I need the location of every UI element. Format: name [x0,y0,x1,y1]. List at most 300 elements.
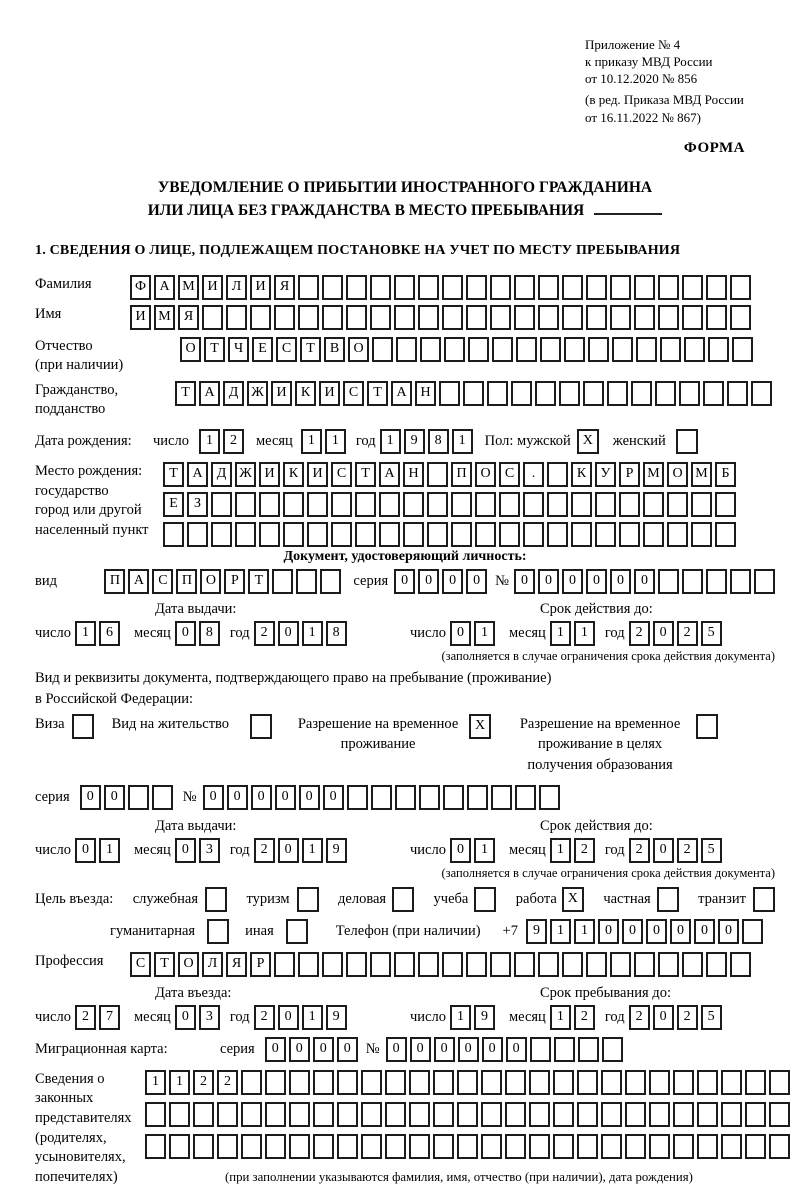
char-box[interactable]: А [187,462,208,487]
char-box[interactable]: 9 [474,1005,495,1030]
char-box[interactable]: 0 [634,569,655,594]
char-box[interactable] [427,522,448,547]
char-box[interactable]: И [307,462,328,487]
char-box[interactable] [433,1102,454,1127]
char-box[interactable] [385,1102,406,1127]
purpose-work-checkbox[interactable]: X [562,887,584,912]
char-box[interactable] [682,952,703,977]
char-box[interactable] [595,522,616,547]
purpose-private-checkbox[interactable] [657,887,679,912]
char-box[interactable]: 0 [278,1005,299,1030]
char-box[interactable]: Д [223,381,244,406]
char-box[interactable]: 1 [550,621,571,646]
char-box[interactable]: 0 [653,621,674,646]
char-box[interactable]: Р [224,569,245,594]
char-box[interactable] [730,569,751,594]
char-box[interactable] [636,337,657,362]
char-box[interactable] [491,785,512,810]
char-box[interactable]: 1 [574,919,595,944]
char-box[interactable]: 0 [410,1037,431,1062]
temporary-residence-education-checkbox[interactable] [696,714,718,739]
char-box[interactable]: Т [248,569,269,594]
char-box[interactable]: П [176,569,197,594]
char-box[interactable] [145,1134,166,1159]
char-box[interactable] [511,381,532,406]
char-box[interactable]: Н [403,462,424,487]
char-box[interactable] [601,1070,622,1095]
char-box[interactable] [660,337,681,362]
char-box[interactable] [322,275,343,300]
char-box[interactable] [562,952,583,977]
char-box[interactable] [634,275,655,300]
char-box[interactable] [554,1037,575,1062]
char-box[interactable] [708,337,729,362]
char-box[interactable]: Т [204,337,225,362]
char-box[interactable] [451,492,472,517]
char-box[interactable] [409,1134,430,1159]
char-box[interactable] [283,492,304,517]
char-box[interactable] [586,305,607,330]
char-box[interactable] [649,1070,670,1095]
char-box[interactable]: 1 [550,838,571,863]
char-box[interactable]: 2 [254,838,275,863]
char-box[interactable] [370,275,391,300]
char-box[interactable] [505,1102,526,1127]
char-box[interactable]: У [595,462,616,487]
char-box[interactable]: 9 [326,1005,347,1030]
char-box[interactable]: Т [367,381,388,406]
char-box[interactable]: 1 [99,838,120,863]
char-box[interactable] [745,1134,766,1159]
char-box[interactable] [706,305,727,330]
char-box[interactable]: А [199,381,220,406]
char-box[interactable]: 6 [99,621,120,646]
char-box[interactable] [433,1134,454,1159]
char-box[interactable]: Т [163,462,184,487]
char-box[interactable] [535,381,556,406]
char-box[interactable] [322,305,343,330]
char-box[interactable] [530,1037,551,1062]
char-box[interactable]: 1 [199,429,220,454]
char-box[interactable]: 0 [313,1037,334,1062]
char-box[interactable] [553,1134,574,1159]
char-box[interactable]: 1 [550,919,571,944]
char-box[interactable] [481,1102,502,1127]
char-box[interactable] [265,1070,286,1095]
char-box[interactable]: 0 [278,621,299,646]
char-box[interactable] [337,1102,358,1127]
char-box[interactable] [588,337,609,362]
char-box[interactable]: 3 [199,838,220,863]
char-box[interactable]: 2 [217,1070,238,1095]
char-box[interactable] [451,522,472,547]
char-box[interactable] [289,1134,310,1159]
char-box[interactable]: А [154,275,175,300]
char-box[interactable] [265,1102,286,1127]
char-box[interactable] [466,952,487,977]
char-box[interactable]: 2 [574,1005,595,1030]
char-box[interactable] [715,522,736,547]
char-box[interactable] [320,569,341,594]
char-box[interactable] [667,492,688,517]
char-box[interactable] [684,337,705,362]
char-box[interactable] [634,305,655,330]
char-box[interactable] [468,337,489,362]
char-box[interactable] [152,785,173,810]
char-box[interactable] [571,522,592,547]
char-box[interactable] [516,337,537,362]
char-box[interactable] [595,492,616,517]
char-box[interactable]: 1 [301,429,322,454]
char-box[interactable] [217,1102,238,1127]
char-box[interactable]: 2 [254,1005,275,1030]
char-box[interactable]: Р [619,462,640,487]
char-box[interactable]: К [295,381,316,406]
char-box[interactable]: 0 [646,919,667,944]
char-box[interactable]: . [523,462,544,487]
char-box[interactable]: 9 [404,429,425,454]
char-box[interactable] [607,381,628,406]
char-box[interactable]: 0 [203,785,224,810]
char-box[interactable] [673,1070,694,1095]
char-box[interactable] [505,1134,526,1159]
char-box[interactable]: О [200,569,221,594]
char-box[interactable] [649,1102,670,1127]
char-box[interactable] [658,275,679,300]
char-box[interactable]: О [475,462,496,487]
char-box[interactable]: Т [300,337,321,362]
char-box[interactable]: 0 [337,1037,358,1062]
char-box[interactable]: И [130,305,151,330]
char-box[interactable]: Р [250,952,271,977]
char-box[interactable] [706,952,727,977]
char-box[interactable] [730,952,751,977]
char-box[interactable] [475,522,496,547]
char-box[interactable] [481,1134,502,1159]
char-box[interactable]: М [178,275,199,300]
char-box[interactable] [730,275,751,300]
char-box[interactable] [539,785,560,810]
char-box[interactable] [259,522,280,547]
char-box[interactable]: Б [715,462,736,487]
purpose-transit-checkbox[interactable] [753,887,775,912]
char-box[interactable]: 0 [458,1037,479,1062]
char-box[interactable] [529,1134,550,1159]
char-box[interactable] [355,522,376,547]
char-box[interactable] [361,1102,382,1127]
char-box[interactable] [529,1070,550,1095]
char-box[interactable]: 8 [428,429,449,454]
char-box[interactable] [547,492,568,517]
char-box[interactable]: 0 [562,569,583,594]
char-box[interactable] [499,492,520,517]
char-box[interactable] [643,522,664,547]
char-box[interactable] [466,305,487,330]
char-box[interactable] [322,952,343,977]
char-box[interactable] [682,305,703,330]
char-box[interactable] [289,1102,310,1127]
char-box[interactable]: 1 [145,1070,166,1095]
char-box[interactable] [732,337,753,362]
char-box[interactable] [754,569,775,594]
char-box[interactable] [193,1102,214,1127]
char-box[interactable] [370,305,391,330]
char-box[interactable]: К [283,462,304,487]
char-box[interactable]: 0 [394,569,415,594]
char-box[interactable]: И [202,275,223,300]
char-box[interactable]: 0 [418,569,439,594]
char-box[interactable] [499,522,520,547]
char-box[interactable]: 2 [629,1005,650,1030]
char-box[interactable] [562,305,583,330]
char-box[interactable] [331,492,352,517]
char-box[interactable] [409,1070,430,1095]
char-box[interactable] [571,492,592,517]
char-box[interactable]: 9 [326,838,347,863]
char-box[interactable]: 1 [380,429,401,454]
char-box[interactable] [514,275,535,300]
char-box[interactable]: 2 [677,838,698,863]
char-box[interactable] [370,952,391,977]
char-box[interactable]: А [379,462,400,487]
char-box[interactable] [457,1134,478,1159]
char-box[interactable]: З [187,492,208,517]
char-box[interactable]: Л [202,952,223,977]
char-box[interactable] [211,492,232,517]
char-box[interactable] [418,952,439,977]
char-box[interactable] [721,1070,742,1095]
char-box[interactable] [418,305,439,330]
char-box[interactable] [346,952,367,977]
char-box[interactable] [128,785,149,810]
char-box[interactable] [625,1134,646,1159]
char-box[interactable]: М [691,462,712,487]
char-box[interactable] [337,1070,358,1095]
char-box[interactable]: 3 [199,1005,220,1030]
char-box[interactable] [394,305,415,330]
char-box[interactable]: 2 [193,1070,214,1095]
char-box[interactable] [673,1102,694,1127]
char-box[interactable] [444,337,465,362]
char-box[interactable] [625,1070,646,1095]
char-box[interactable]: 1 [574,621,595,646]
char-box[interactable] [538,952,559,977]
purpose-other-checkbox[interactable] [286,919,308,944]
char-box[interactable] [610,305,631,330]
char-box[interactable] [409,1102,430,1127]
char-box[interactable]: 0 [622,919,643,944]
char-box[interactable] [697,1070,718,1095]
char-box[interactable] [193,1134,214,1159]
char-box[interactable] [658,305,679,330]
char-box[interactable]: Т [355,462,376,487]
char-box[interactable] [241,1134,262,1159]
char-box[interactable] [553,1070,574,1095]
char-box[interactable] [298,305,319,330]
char-box[interactable] [307,492,328,517]
char-box[interactable] [457,1102,478,1127]
char-box[interactable] [313,1070,334,1095]
char-box[interactable] [625,1102,646,1127]
char-box[interactable]: 2 [629,838,650,863]
char-box[interactable]: 0 [386,1037,407,1062]
char-box[interactable] [586,275,607,300]
char-box[interactable] [538,305,559,330]
char-box[interactable] [379,522,400,547]
char-box[interactable]: И [259,462,280,487]
char-box[interactable] [145,1102,166,1127]
char-box[interactable] [577,1102,598,1127]
char-box[interactable]: 0 [104,785,125,810]
char-box[interactable] [463,381,484,406]
char-box[interactable]: 5 [701,838,722,863]
char-box[interactable]: 0 [694,919,715,944]
char-box[interactable] [283,522,304,547]
char-box[interactable]: 0 [653,1005,674,1030]
char-box[interactable] [631,381,652,406]
char-box[interactable] [419,785,440,810]
char-box[interactable] [250,305,271,330]
char-box[interactable] [577,1134,598,1159]
char-box[interactable]: О [348,337,369,362]
char-box[interactable] [169,1134,190,1159]
char-box[interactable] [601,1134,622,1159]
char-box[interactable] [439,381,460,406]
char-box[interactable] [490,305,511,330]
char-box[interactable] [272,569,293,594]
char-box[interactable]: А [391,381,412,406]
char-box[interactable]: 0 [434,1037,455,1062]
char-box[interactable] [655,381,676,406]
char-box[interactable]: 1 [474,621,495,646]
char-box[interactable]: М [643,462,664,487]
char-box[interactable] [163,522,184,547]
char-box[interactable]: 0 [75,838,96,863]
char-box[interactable] [241,1070,262,1095]
char-box[interactable] [706,569,727,594]
char-box[interactable] [347,785,368,810]
char-box[interactable]: 0 [670,919,691,944]
char-box[interactable]: 0 [442,569,463,594]
char-box[interactable] [241,1102,262,1127]
char-box[interactable] [745,1070,766,1095]
char-box[interactable]: 2 [677,621,698,646]
char-box[interactable]: 0 [610,569,631,594]
char-box[interactable]: А [128,569,149,594]
char-box[interactable]: 5 [701,621,722,646]
char-box[interactable] [721,1102,742,1127]
char-box[interactable] [395,785,416,810]
char-box[interactable]: П [451,462,472,487]
char-box[interactable]: 1 [302,838,323,863]
char-box[interactable]: 0 [538,569,559,594]
char-box[interactable] [745,1102,766,1127]
char-box[interactable] [394,275,415,300]
char-box[interactable]: И [271,381,292,406]
char-box[interactable]: В [324,337,345,362]
char-box[interactable] [649,1134,670,1159]
char-box[interactable] [602,1037,623,1062]
char-box[interactable]: С [130,952,151,977]
sex-male-checkbox[interactable]: X [577,429,599,454]
char-box[interactable] [289,1070,310,1095]
char-box[interactable] [296,569,317,594]
char-box[interactable] [420,337,441,362]
char-box[interactable]: П [104,569,125,594]
char-box[interactable] [442,952,463,977]
char-box[interactable] [514,952,535,977]
char-box[interactable] [634,952,655,977]
char-box[interactable] [226,305,247,330]
char-box[interactable]: 0 [175,621,196,646]
char-box[interactable]: 0 [718,919,739,944]
char-box[interactable] [578,1037,599,1062]
char-box[interactable]: 1 [169,1070,190,1095]
char-box[interactable]: О [178,952,199,977]
char-box[interactable]: Т [175,381,196,406]
char-box[interactable] [564,337,585,362]
char-box[interactable] [610,952,631,977]
char-box[interactable]: 0 [450,838,471,863]
char-box[interactable]: 0 [275,785,296,810]
char-box[interactable] [403,492,424,517]
char-box[interactable] [697,1102,718,1127]
char-box[interactable]: С [331,462,352,487]
char-box[interactable]: 8 [199,621,220,646]
char-box[interactable] [490,275,511,300]
char-box[interactable] [658,952,679,977]
purpose-tourism-checkbox[interactable] [297,887,319,912]
char-box[interactable] [403,522,424,547]
char-box[interactable] [217,1134,238,1159]
char-box[interactable] [361,1134,382,1159]
char-box[interactable]: Е [163,492,184,517]
char-box[interactable]: 0 [227,785,248,810]
char-box[interactable]: 0 [175,838,196,863]
char-box[interactable]: О [667,462,688,487]
char-box[interactable]: 5 [701,1005,722,1030]
char-box[interactable]: С [343,381,364,406]
char-box[interactable] [703,381,724,406]
char-box[interactable] [547,522,568,547]
char-box[interactable]: 0 [323,785,344,810]
char-box[interactable] [673,1134,694,1159]
char-box[interactable] [371,785,392,810]
purpose-humanitarian-checkbox[interactable] [207,919,229,944]
char-box[interactable]: 0 [506,1037,527,1062]
purpose-study-checkbox[interactable] [474,887,496,912]
char-box[interactable] [553,1102,574,1127]
char-box[interactable] [394,952,415,977]
char-box[interactable] [492,337,513,362]
char-box[interactable] [721,1134,742,1159]
char-box[interactable] [610,275,631,300]
char-box[interactable]: 0 [278,838,299,863]
char-box[interactable] [355,492,376,517]
char-box[interactable]: 2 [574,838,595,863]
char-box[interactable] [274,305,295,330]
char-box[interactable]: И [250,275,271,300]
char-box[interactable]: 0 [265,1037,286,1062]
char-box[interactable]: 1 [452,429,473,454]
char-box[interactable] [562,275,583,300]
char-box[interactable] [443,785,464,810]
char-box[interactable] [298,952,319,977]
char-box[interactable] [372,337,393,362]
char-box[interactable]: 0 [175,1005,196,1030]
char-box[interactable] [515,785,536,810]
char-box[interactable] [559,381,580,406]
